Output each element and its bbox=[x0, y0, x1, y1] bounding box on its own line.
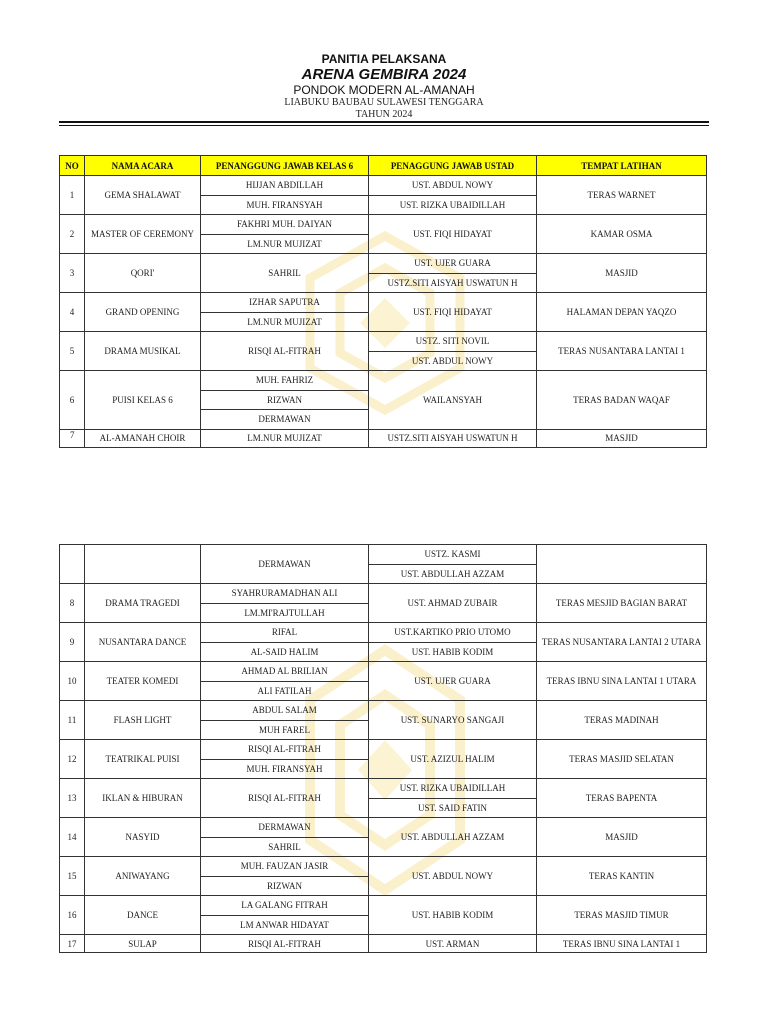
practice-location: TERAS IBNU SINA LANTAI 1 bbox=[537, 935, 707, 953]
kelas6-name: RIZWAN bbox=[201, 390, 369, 410]
practice-location: MASJID bbox=[537, 254, 707, 293]
event-name: DRAMA MUSIKAL bbox=[85, 332, 201, 371]
event-name: SULAP bbox=[85, 935, 201, 953]
roster-table-2 bbox=[59, 544, 707, 953]
table-row bbox=[60, 623, 707, 643]
row-number: 4 bbox=[60, 293, 85, 332]
kelas6-name: DERMAWAN bbox=[201, 818, 369, 838]
kelas6-name: FAKHRI MUH. DAIYAN bbox=[201, 215, 369, 235]
event-name: AL-AMANAH CHOIR bbox=[85, 429, 201, 447]
practice-location: TERAS MASJID TIMUR bbox=[537, 896, 707, 935]
row-number: 5 bbox=[60, 332, 85, 371]
event-name: QORI' bbox=[85, 254, 201, 293]
practice-location: TERAS MADINAH bbox=[537, 701, 707, 740]
table-row bbox=[60, 740, 707, 760]
row-number: 9 bbox=[60, 623, 85, 662]
ustad-name: UST.KARTIKO PRIO UTOMO bbox=[369, 623, 537, 643]
col-header-kelas-6: PENANGGUNG JAWAB KELAS 6 bbox=[201, 156, 369, 176]
kelas6-name: LA GALANG FITRAH bbox=[201, 896, 369, 916]
kelas6-name: SYAHRURAMADHAN ALI bbox=[201, 584, 369, 604]
ustad-name: UST. ARMAN bbox=[369, 935, 537, 953]
header-rule-thick bbox=[59, 121, 709, 123]
kelas6-name: RISQI AL-FITRAH bbox=[201, 935, 369, 953]
event-name: MASTER OF CEREMONY bbox=[85, 215, 201, 254]
ustad-name: UST. RIZKA UBAIDILLAH bbox=[369, 779, 537, 799]
ustad-name: UST. SUNARYO SANGAJI bbox=[369, 701, 537, 740]
kelas6-name: LM.MI'RAJTULLAH bbox=[201, 603, 369, 623]
event-name: NUSANTARA DANCE bbox=[85, 623, 201, 662]
practice-location: TERAS BAPENTA bbox=[537, 779, 707, 818]
row-number: 12 bbox=[60, 740, 85, 779]
event-name: DRAMA TRAGEDI bbox=[85, 584, 201, 623]
kelas6-name: RIFAL bbox=[201, 623, 369, 643]
row-number: 2 bbox=[60, 215, 85, 254]
ustad-name: UST. ABDUL NOWY bbox=[369, 351, 537, 371]
event-name: GEMA SHALAWAT bbox=[85, 176, 201, 215]
ustad-name: UST. AHMAD ZUBAIR bbox=[369, 584, 537, 623]
event-name: PUISI KELAS 6 bbox=[85, 371, 201, 430]
event-name: DANCE bbox=[85, 896, 201, 935]
kelas6-name: ALI FATILAH bbox=[201, 681, 369, 701]
ustad-name: USTZ. KASMI bbox=[369, 545, 537, 565]
event-name: ANIWAYANG bbox=[85, 857, 201, 896]
ustad-name: UST. SAID FATIN bbox=[369, 798, 537, 818]
event-name bbox=[85, 545, 201, 584]
kelas6-name: LM.NUR MUJIZAT bbox=[201, 429, 369, 447]
practice-location: TERAS IBNU SINA LANTAI 1 UTARA bbox=[537, 662, 707, 701]
row-number: 11 bbox=[60, 701, 85, 740]
table-row bbox=[60, 429, 707, 438]
practice-location: KAMAR OSMA bbox=[537, 215, 707, 254]
row-number: 17 bbox=[60, 935, 85, 953]
event-name: TEATRIKAL PUISI bbox=[85, 740, 201, 779]
ustad-name: UST. AZIZUL HALIM bbox=[369, 740, 537, 779]
ustad-name: UST. HABIB KODIM bbox=[369, 896, 537, 935]
table-row bbox=[60, 857, 707, 877]
table-row bbox=[60, 896, 707, 916]
event-name: TEATER KOMEDI bbox=[85, 662, 201, 701]
col-header-no: NO bbox=[60, 156, 85, 176]
table-row bbox=[60, 818, 707, 838]
ustad-name: UST. FIQI HIDAYAT bbox=[369, 215, 537, 254]
ustad-name: WAILANSYAH bbox=[369, 371, 537, 430]
roster-table-1 bbox=[59, 155, 707, 448]
kelas6-name: LM ANWAR HIDAYAT bbox=[201, 915, 369, 935]
table-row bbox=[60, 371, 707, 391]
table-row bbox=[60, 176, 707, 196]
row-number: 14 bbox=[60, 818, 85, 857]
ustad-name: UST. FIQI HIDAYAT bbox=[369, 293, 537, 332]
practice-location: MASJID bbox=[537, 429, 707, 447]
row-number: 1 bbox=[60, 176, 85, 215]
kelas6-name: SAHRIL bbox=[201, 254, 369, 293]
kelas6-name: IZHAR SAPUTRA bbox=[201, 293, 369, 313]
row-number: 15 bbox=[60, 857, 85, 896]
table-row bbox=[60, 935, 707, 944]
document-header bbox=[0, 52, 768, 121]
event-name: NASYID bbox=[85, 818, 201, 857]
committee-title: PANITIA PELAKSANA bbox=[321, 52, 447, 66]
col-header-ustad: PENAGGUNG JAWAB USTAD bbox=[369, 156, 537, 176]
col-header-nama-acara: NAMA ACARA bbox=[85, 156, 201, 176]
practice-location bbox=[537, 545, 707, 584]
table-row bbox=[60, 662, 707, 682]
ustad-name: UST. ABDUL NOWY bbox=[369, 176, 537, 196]
col-header-tempat: TEMPAT LATIHAN bbox=[537, 156, 707, 176]
kelas6-name: AHMAD AL BRILIAN bbox=[201, 662, 369, 682]
ustad-name: UST. RIZKA UBAIDILLAH bbox=[369, 195, 537, 215]
practice-location: TERAS NUSANTARA LANTAI 1 bbox=[537, 332, 707, 371]
row-number: 13 bbox=[60, 779, 85, 818]
kelas6-name: MUH. FAUZAN JASIR bbox=[201, 857, 369, 877]
practice-location: TERAS MESJID BAGIAN BARAT bbox=[537, 584, 707, 623]
kelas6-name: MUH. FAHRIZ bbox=[201, 371, 369, 391]
practice-location: TERAS BADAN WAQAF bbox=[537, 371, 707, 430]
row-number: 7 bbox=[60, 429, 85, 447]
kelas6-name: MUH. FIRANSYAH bbox=[201, 759, 369, 779]
ustad-name: UST. UJER GUARA bbox=[369, 254, 537, 274]
table-row bbox=[60, 215, 707, 235]
ustad-name: UST. ABDUL NOWY bbox=[369, 857, 537, 896]
row-number: 8 bbox=[60, 584, 85, 623]
practice-location: TERAS WARNET bbox=[537, 176, 707, 215]
kelas6-name: RISQI AL-FITRAH bbox=[201, 332, 369, 371]
ustad-name: UST. ABDULLAH AZZAM bbox=[369, 564, 537, 584]
kelas6-name: MUH FAREL bbox=[201, 720, 369, 740]
table-row bbox=[60, 254, 707, 274]
practice-location: HALAMAN DEPAN YAQZO bbox=[537, 293, 707, 332]
row-number: 3 bbox=[60, 254, 85, 293]
ustad-name: UST. HABIB KODIM bbox=[369, 642, 537, 662]
practice-location: TERAS MASJID SELATAN bbox=[537, 740, 707, 779]
kelas6-name: AL-SAID HALIM bbox=[201, 642, 369, 662]
school-name: PONDOK MODERN AL-AMANAH bbox=[293, 83, 475, 97]
kelas6-name: LM.NUR MUJIZAT bbox=[201, 234, 369, 254]
kelas6-name: DERMAWAN bbox=[201, 410, 369, 430]
practice-location: TERAS NUSANTARA LANTAI 2 UTARA bbox=[537, 623, 707, 662]
school-address: LIABUKU BAUBAU SULAWESI TENGGARA bbox=[284, 97, 484, 108]
ustad-name: USTZ.SITI AISYAH USWATUN H bbox=[369, 429, 537, 447]
kelas6-name: LM.NUR MUJIZAT bbox=[201, 312, 369, 332]
document-year: TAHUN 2024 bbox=[355, 109, 413, 120]
row-number: 6 bbox=[60, 371, 85, 430]
kelas6-name: HIJJAN ABDILLAH bbox=[201, 176, 369, 196]
table-row bbox=[60, 545, 707, 565]
row-number: 16 bbox=[60, 896, 85, 935]
kelas6-name: ABDUL SALAM bbox=[201, 701, 369, 721]
event-name: FLASH LIGHT bbox=[85, 701, 201, 740]
table-row bbox=[60, 293, 707, 313]
ustad-name: USTZ.SITI AISYAH USWATUN H bbox=[369, 273, 537, 293]
ustad-name: UST. UJER GUARA bbox=[369, 662, 537, 701]
kelas6-name: DERMAWAN bbox=[201, 545, 369, 584]
event-name: IKLAN & HIBURAN bbox=[85, 779, 201, 818]
table-header-row bbox=[60, 156, 707, 176]
table-row bbox=[60, 332, 707, 352]
event-title: ARENA GEMBIRA 2024 bbox=[301, 66, 467, 83]
table-row bbox=[60, 701, 707, 721]
ustad-name: UST. ABDULLAH AZZAM bbox=[369, 818, 537, 857]
table-row bbox=[60, 779, 707, 799]
row-number bbox=[60, 545, 85, 584]
kelas6-name: RIZWAN bbox=[201, 876, 369, 896]
practice-location: TERAS KANTIN bbox=[537, 857, 707, 896]
ustad-name: USTZ. SITI NOVIL bbox=[369, 332, 537, 352]
practice-location: MASJID bbox=[537, 818, 707, 857]
kelas6-name: RISQI AL-FITRAH bbox=[201, 740, 369, 760]
event-name: GRAND OPENING bbox=[85, 293, 201, 332]
kelas6-name: RISQI AL-FITRAH bbox=[201, 779, 369, 818]
header-rule-thin bbox=[59, 125, 709, 126]
kelas6-name: SAHRIL bbox=[201, 837, 369, 857]
kelas6-name: MUH. FIRANSYAH bbox=[201, 195, 369, 215]
row-number: 10 bbox=[60, 662, 85, 701]
table-row bbox=[60, 584, 707, 604]
